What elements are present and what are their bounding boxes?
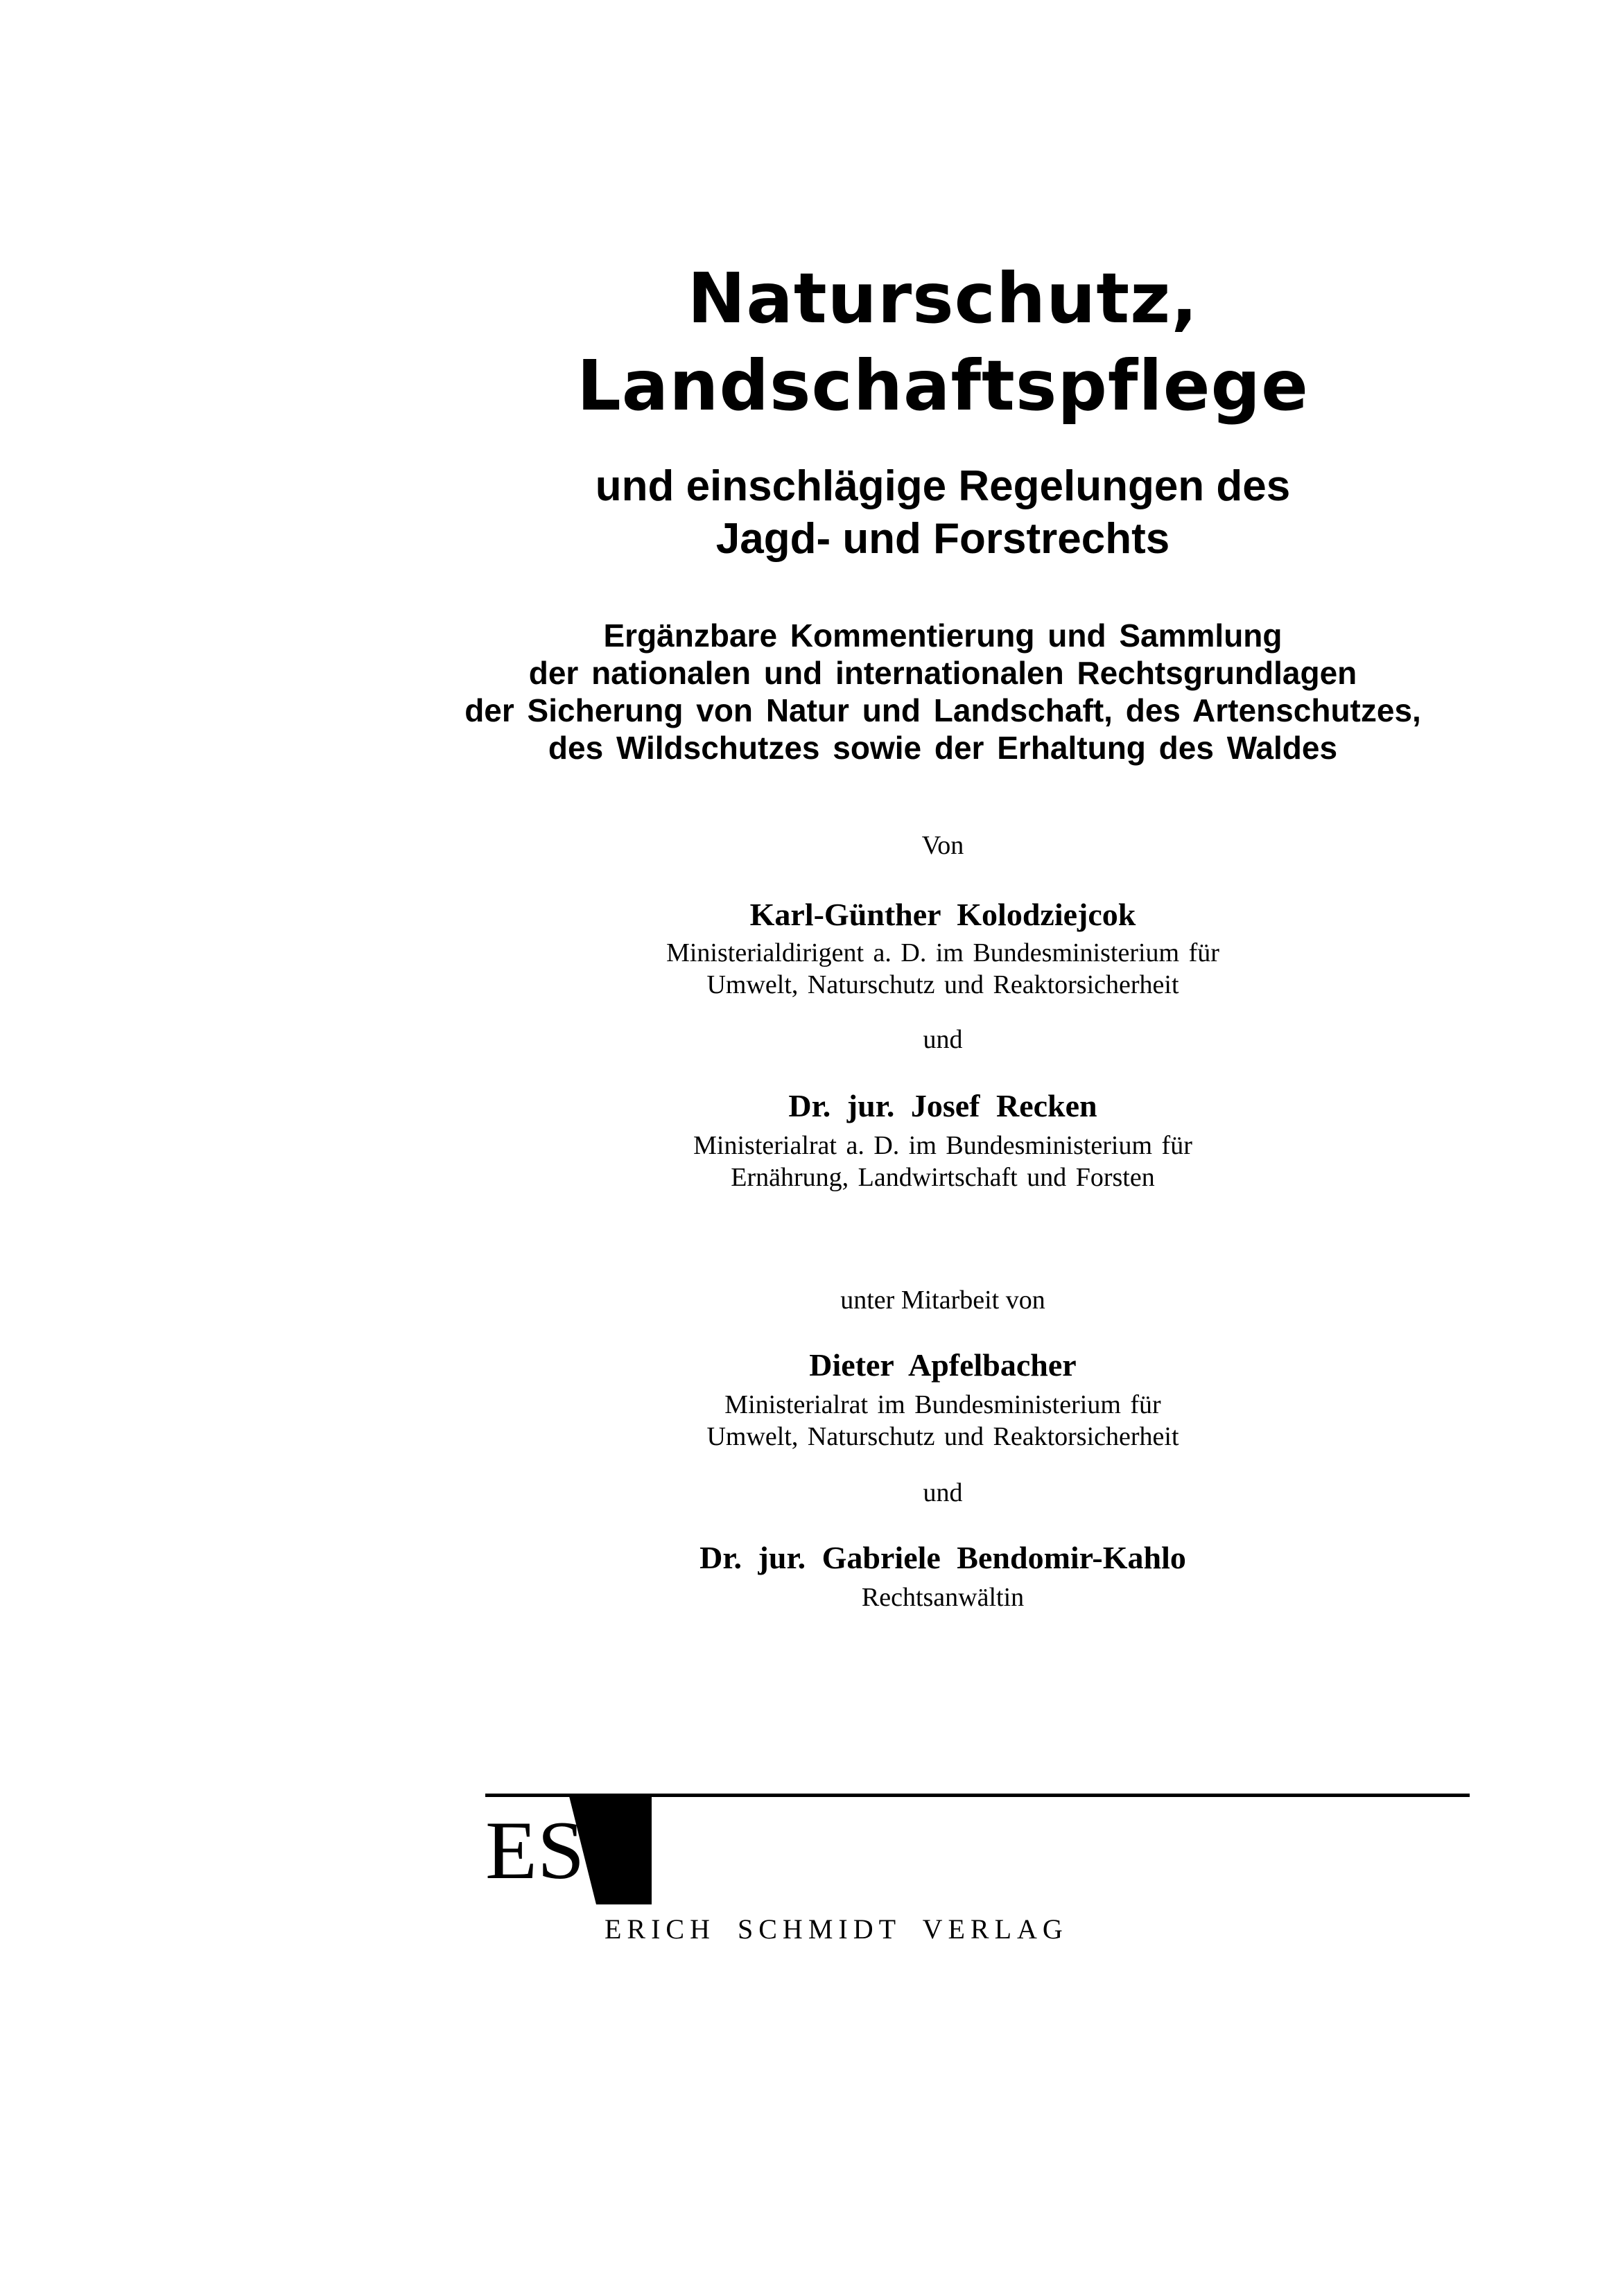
title-line-2: Landschaftspflege: [577, 345, 1309, 426]
author-affiliation-2: [430, 1130, 1456, 1193]
publisher-name: ERICH SCHMIDT VERLAG: [605, 1913, 1068, 1945]
und-label-1: und: [923, 1025, 963, 1054]
book-title: [430, 255, 1456, 430]
contributor-1-affil-line-1: Ministerialrat im Bundesministerium für: [724, 1390, 1161, 1419]
book-description: [430, 617, 1456, 766]
contributor-affiliation-1: [430, 1389, 1456, 1453]
contributor-name-1: Dieter Apfelbacher: [809, 1347, 1077, 1383]
und-label-2: und: [923, 1478, 963, 1507]
contributor-affiliation-2: [430, 1581, 1456, 1613]
author-1-affil-line-1: Ministerialdirigent a. D. im Bundesministerium für: [666, 938, 1219, 967]
author-name-1: Karl-Günther Kolodziejcok: [749, 897, 1136, 932]
author-1-affil-line-2: Umwelt, Naturschutz und Reaktorsicherheit: [706, 970, 1179, 999]
description-line-3: der Sicherung von Natur und Landschaft, des Artenschutzes,: [464, 692, 1421, 728]
description-line-1: Ergänzbare Kommentierung und Sammlung: [603, 617, 1282, 654]
description-line-2: der nationalen und internationalen Rechtsgrundlagen: [528, 655, 1357, 691]
subtitle-line-2: Jagd- und Forstrechts: [715, 515, 1170, 563]
description-line-4: des Wildschutzes sowie der Erhaltung des Waldes: [548, 730, 1338, 766]
contributor-name-2: Dr. jur. Gabriele Bendomir-Kahlo: [699, 1540, 1186, 1575]
esv-logo: [485, 1794, 652, 1904]
mitarbeit-label: unter Mitarbeit von: [840, 1286, 1045, 1315]
author-affiliation-1: [430, 937, 1456, 1001]
logo-text: ESV: [485, 1804, 646, 1896]
von-label: Von: [921, 831, 964, 860]
author-name-2: Dr. jur. Josef Recken: [788, 1088, 1097, 1123]
subtitle-line-1: und einschlägige Regelungen des: [595, 462, 1291, 510]
contributor-1-affil-line-2: Umwelt, Naturschutz und Reaktorsicherheit: [706, 1422, 1179, 1451]
title-line-1: Naturschutz,: [687, 258, 1199, 339]
book-subtitle: [430, 460, 1456, 566]
contributor-2-affil-line-1: Rechtsanwältin: [861, 1583, 1025, 1612]
author-2-affil-line-2: Ernährung, Landwirtschaft und Forsten: [731, 1163, 1155, 1192]
author-2-affil-line-1: Ministerialrat a. D. im Bundesministerium für: [693, 1131, 1192, 1160]
